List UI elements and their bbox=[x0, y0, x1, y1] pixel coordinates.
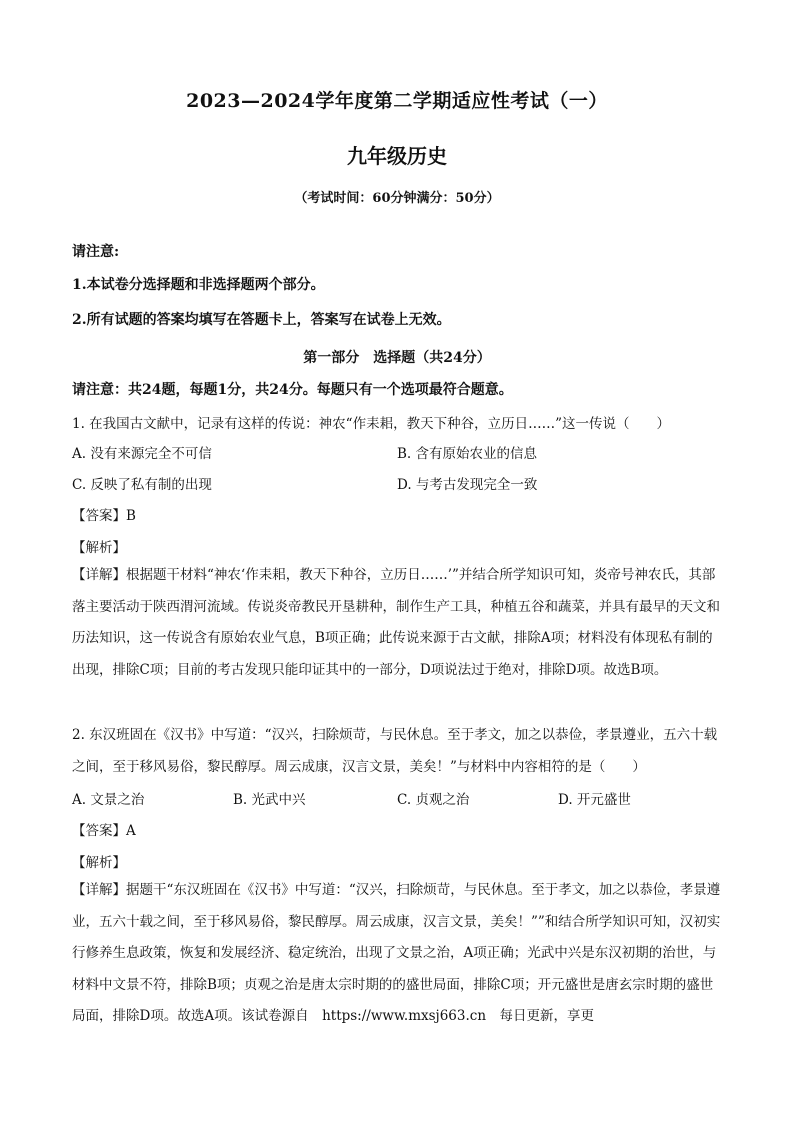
question-2-stem: 2. 东汉班固在《汉书》中写道：“汉兴，扫除烦苛，与民休息。至于孝文，加之以恭俭，孝景遵业，五六十载之间，至于移风易俗，黎民醇厚。周云成康，汉言文景，美矣！”与材料中内容相符的是（ ） bbox=[72, 727, 718, 775]
question-1-option-d: D. 与考古发现完全一致 bbox=[397, 477, 538, 493]
question-2-analysis: 【解析】 bbox=[72, 855, 126, 871]
notice-item-2: 2.所有试题的答案均填写在答题卡上，答案写在试卷上无效。 bbox=[72, 312, 451, 328]
question-1-detail: 【详解】根据题干材料“神农‘作耒耜，教天下种谷，立历日……’”并结合所学知识可知，炎帝号神农氏，其部落主要活动于陕西渭河流域。传说炎帝教民开垦耕种，制作生产工具，种植五谷和蔬菜，并具有最早的天文和历法知识，这一传说含有原始农业气息，B项正确；此传说来源于古文献，排除A项；材料没有体现私有制的出现，排除C项；目前的考古发现只能印证其中的一部分，D项说法过于绝对，排除D项。故选B项。 bbox=[72, 567, 720, 678]
section-title: 第一部分 选择题（共24分） bbox=[303, 350, 491, 366]
question-1-analysis: 【解析】 bbox=[72, 540, 126, 556]
question-2-option-c: C. 贞观之治 bbox=[397, 792, 470, 808]
question-2-option-d: D. 开元盛世 bbox=[558, 792, 631, 808]
exam-subtitle: 九年级历史 bbox=[347, 144, 447, 168]
exam-title: 2023—2024学年度第二学期适应性考试（一） bbox=[186, 90, 608, 112]
question-1-option-c: C. 反映了私有制的出现 bbox=[72, 477, 212, 493]
question-1-option-b: B. 含有原始农业的信息 bbox=[397, 446, 538, 462]
question-1-stem: 1. 在我国古文献中，记录有这样的传说：神农“作耒耜，教天下种谷，立历日……”这一传说（ ） bbox=[72, 416, 670, 432]
question-1-answer: 【答案】B bbox=[72, 508, 136, 524]
question-2-detail: 【详解】据题干“东汉班固在《汉书》中写道：“汉兴，扫除烦苛，与民休息。至于孝文，加之以恭俭，孝景遵业，五六十载之间，至于移风易俗，黎民醇厚。周云成康，汉言文景，美矣！””和结合所学知识可知，汉初实行修养生息政策，恢复和发展经济、稳定统治，出现了文景之治，A项正确；光武中兴是东汉初期的治世，与材料中文景不符，排除B项；贞观之治是唐太宗时期的的盛世局面，排除C项；开元盛世是唐玄宗时期的盛世局面，排除D项。故选A项。该试卷源自 https://www.mxsj663.cn 每日更新，享更 bbox=[72, 882, 721, 1024]
section-instructions: 请注意：共24题，每题1分，共24分。每题只有一个选项最符合题意。 bbox=[72, 382, 513, 398]
exam-info: （考试时间：60分钟满分：50分） bbox=[294, 191, 500, 206]
question-2-option-a: A. 文景之治 bbox=[72, 792, 145, 808]
question-2-option-b: B. 光武中兴 bbox=[233, 792, 306, 808]
notice-item-1: 1.本试卷分选择题和非选择题两个部分。 bbox=[72, 277, 325, 293]
question-1-option-a: A. 没有来源完全不可信 bbox=[72, 446, 212, 462]
notice-heading: 请注意: bbox=[72, 244, 120, 260]
question-2-answer: 【答案】A bbox=[72, 823, 136, 839]
